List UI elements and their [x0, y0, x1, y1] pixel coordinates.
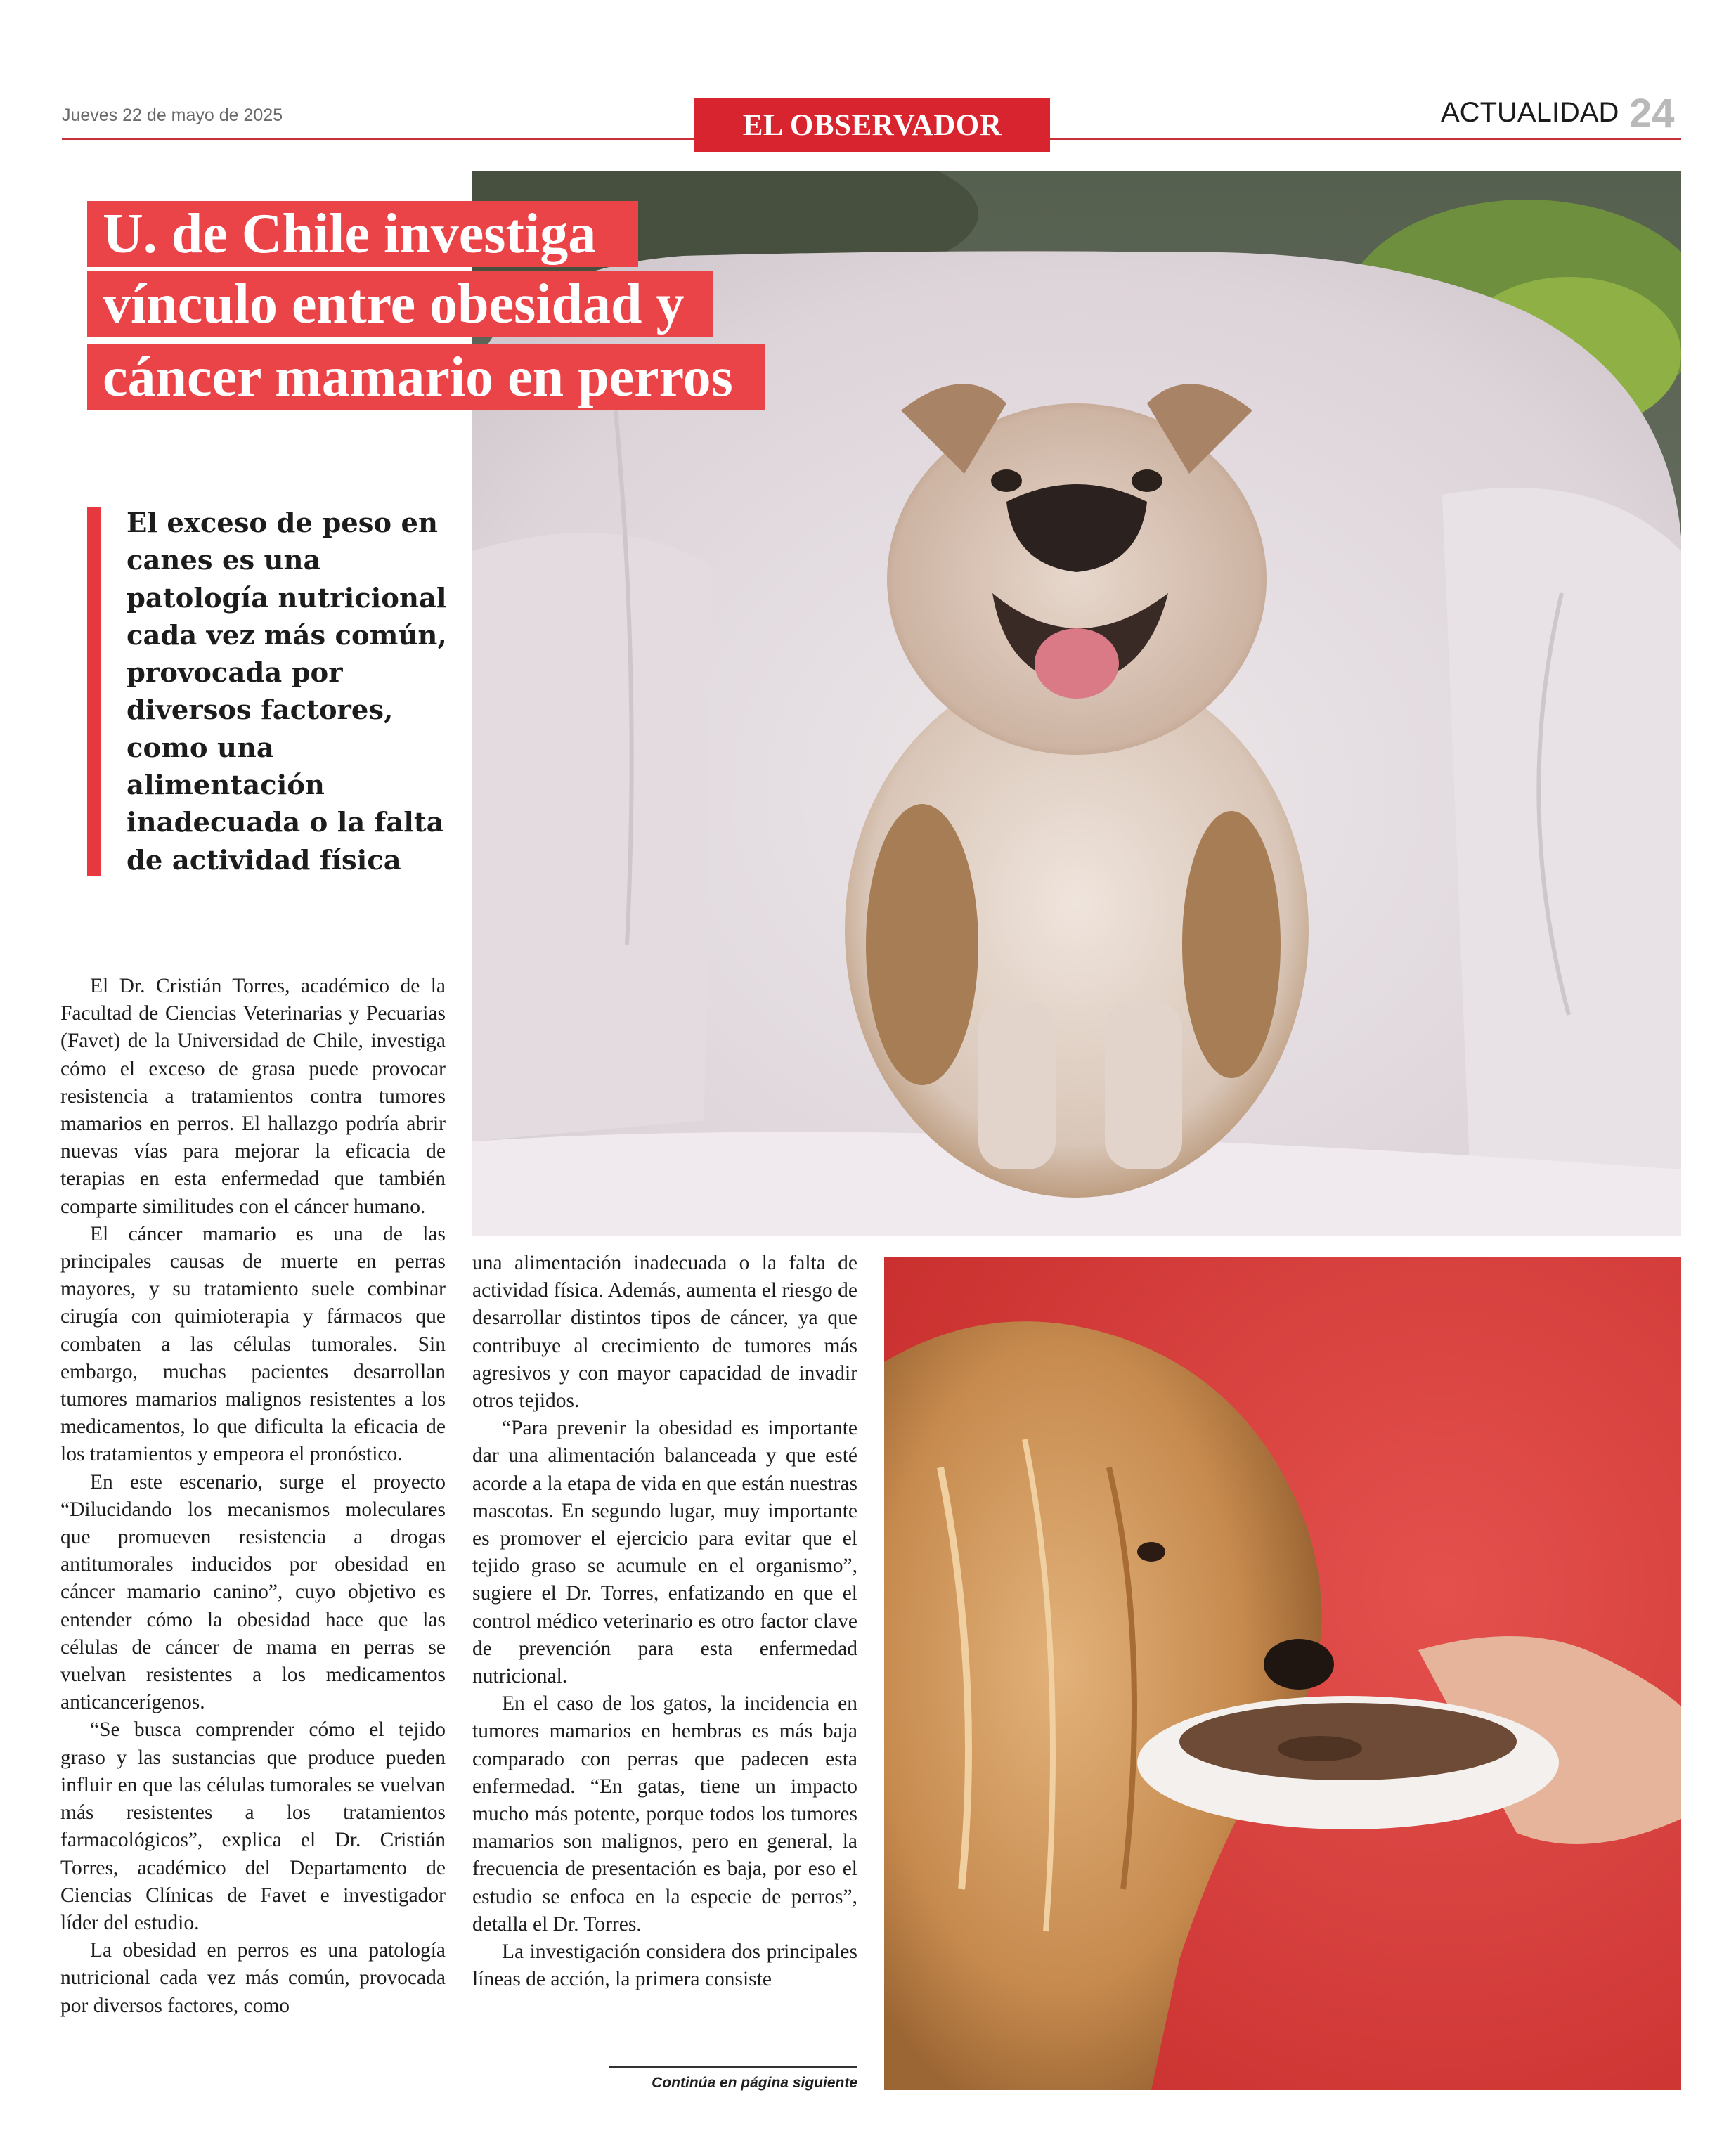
body-column-2 [472, 1250, 857, 1993]
continued-note: Continúa en página siguiente [652, 2075, 857, 2091]
body-paragraph: El cáncer mamario es una de las principales causas de muerte en perras mayores, y su tratamiento suele combinar cirugía con quimioterapia y fármacos que combaten a las células tumorales. Sin embargo, muchas pacientes desarrollan tumores mamarios malignos resistentes a los medicamentos, lo que dificulta la eficacia de los tratamientos y empeora el pronóstico. [60, 1222, 446, 1466]
headline-line-2: vínculo entre obesidad y [87, 271, 713, 337]
continued-rule [609, 2066, 857, 2068]
body-paragraph: La investigación considera dos principales líneas de acción, la primera consiste [472, 1940, 857, 1991]
newspaper-masthead: EL OBSERVADOR [694, 98, 1050, 152]
body-paragraph: “Para prevenir la obesidad es importante dar una alimentación balanceada y que esté acorde a la etapa de vida en que están nuestras mascotas. En segundo lugar, muy importante es promover el ejercicio para evitar que el tejido graso se acumule en el organismo”, sugiere el Dr. Torres, enfatizando en que el control médico veterinario es otro factor clave de prevención para esta enfermedad nutricional. [472, 1417, 857, 1688]
issue-date: Jueves 22 de mayo de 2025 [62, 105, 283, 125]
body-paragraph: una alimentación inadecuada o la falta de actividad física. Además, aumenta el riesgo de desarrollar distintos tipos de cáncer, ya que contribuye al crecimiento de tumores más agresivos y con mayor capacidad de invadir otros tejidos. [472, 1252, 857, 1413]
section-label: ACTUALIDAD [1441, 97, 1619, 128]
body-paragraph: La obesidad en perros es una patología nutricional cada vez más común, provocada por diversos factores, como [60, 1939, 446, 2017]
headline-line-1: U. de Chile investiga [87, 201, 638, 267]
page-number: 24 [1629, 91, 1675, 136]
body-paragraph: En este escenario, surge el proyecto “Dilucidando los mecanismos moleculares que promueven resistencia a drogas antitumorales inducidos por obesidad en cáncer mamario canino”, cuyo objetivo es entender cómo la obesidad hace que las células de cáncer de mama en perras se vuelvan resistentes a los medicamentos anticancerígenos. [60, 1470, 446, 1714]
dog-eating-photo [884, 1257, 1681, 2090]
body-paragraph: En el caso de los gatos, la incidencia en tumores mamarios en hembras es más baja comparado con perras que padecen esta enfermedad. “En gatas, tiene un impacto mucho más potente, porque todos los tumores mamarios son malignos, pero en general, la frecuencia de presentación es baja, por eso el estudio se enfoca en la especie de perros”, detalla el Dr. Torres. [472, 1692, 857, 1936]
deck-accent-bar [87, 507, 101, 876]
headline-line-3: cáncer mamario en perros [87, 344, 765, 410]
body-paragraph: El Dr. Cristián Torres, académico de la Facultad de Ciencias Veterinarias y Pecuarias (Favet) de la Universidad de Chile, investiga cómo el exceso de grasa puede provocar resistencia a tratamientos contra tumores mamarios en perros. El hallazgo podría abrir nuevas vías para mejorar la eficacia de terapias en esta enfermedad que también comparte similitudes con el cáncer humano. [60, 975, 446, 1218]
body-column-1 [60, 973, 446, 2020]
body-paragraph: “Se busca comprender cómo el tejido graso y las sustancias que produce pueden influir en que las células tumorales se vuelvan más resistentes a los tratamientos farmacológicos”, explica el Dr. Cristián Torres, académico del Departamento de Ciencias Clínicas de Favet e investigador líder del estudio. [60, 1718, 446, 1934]
article-deck: El exceso de peso en canes es una patología nutricional cada vez más común, provocada por diversos factores, como una alimentación inadecuada o la falta de actividad física [127, 507, 447, 876]
